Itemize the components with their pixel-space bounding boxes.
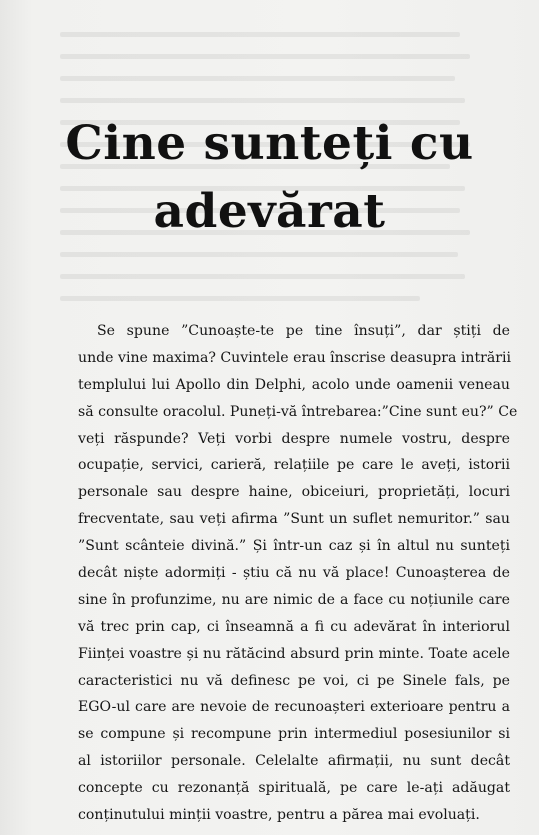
paragraph-line: conținutului minții voastre, pentru a părea mai evoluați.: [78, 807, 480, 824]
paragraph-line: caracteristici nu vă definesc pe voi, ci pe Sinele fals, pe: [78, 672, 510, 689]
chapter-title: [0, 110, 539, 246]
paragraph-line: personale sau despre haine, obiceiuri, proprietăți, locuri: [78, 484, 510, 501]
paragraph-line: veți răspunde? Veți vorbi despre numele vostru, despre: [78, 430, 510, 447]
paragraph-line: vă trec prin cap, ci înseamnă a fi cu adevărat în interiorul: [78, 618, 510, 635]
paragraph-line: Ființei voastre și nu rătăcind absurd prin minte. Toate acele: [78, 645, 510, 662]
paragraph-line: EGO-ul care are nevoie de recunoașteri exterioare pentru a: [78, 699, 510, 716]
paragraph-line: ”Sunt scânteie divină.” Și într-un caz și în altul nu sunteți: [78, 538, 510, 555]
paragraph-line: templului lui Apollo din Delphi, acolo unde oamenii veneau: [78, 376, 510, 393]
paragraph-line: sine în profunzime, nu are nimic de a face cu noțiunile care: [78, 591, 510, 608]
chapter-title-line-1: Cine sunteți cu: [65, 116, 474, 171]
body-paragraph: [78, 318, 518, 829]
paragraph-line: frecventate, sau veți afirma ”Sunt un suflet nemuritor.” sau: [78, 511, 510, 528]
paragraph-line: al istoriilor personale. Celelalte afirmații, nu sunt decât: [78, 753, 510, 770]
paragraph-line: ocupație, servici, carieră, relațiile pe care le aveți, istorii: [78, 457, 510, 474]
paragraph-line: se compune și recompune prin intermediul posesiunilor si: [78, 726, 510, 743]
chapter-title-line-2: adevărat: [153, 184, 386, 239]
paragraph-line: decât niște adormiți - știu că nu vă place! Cunoașterea de: [78, 565, 510, 582]
paragraph-line: concepte cu rezonanță spirituală, pe care le-ați adăugat: [78, 780, 510, 797]
paragraph-line: să consulte oracolul. Puneți-vă întrebarea:”Cine sunt eu?” Ce: [78, 403, 518, 420]
paragraph-line: unde vine maxima? Cuvintele erau înscrise deasupra intrării: [78, 349, 512, 366]
paragraph-line: Se spune ”Cunoaște-te pe tine însuți”, dar știți de: [97, 323, 510, 339]
